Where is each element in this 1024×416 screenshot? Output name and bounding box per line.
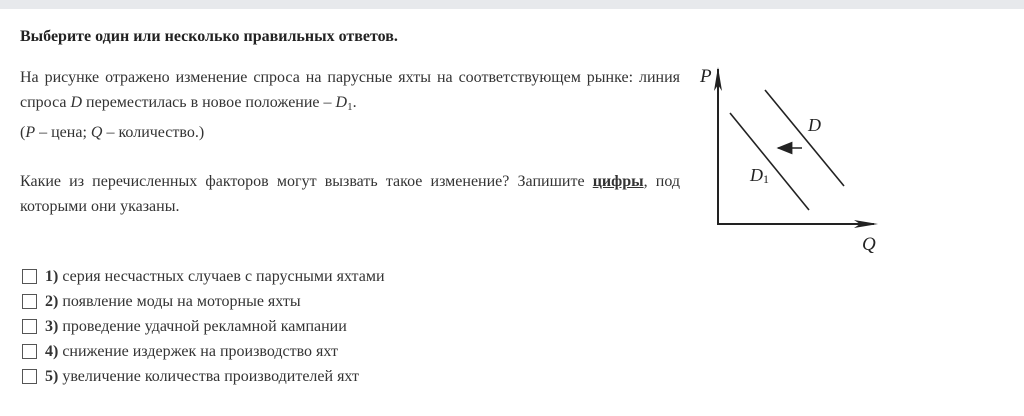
- answer-text-2: появление моды на моторные яхты: [62, 292, 301, 310]
- answer-option-1[interactable]: [22, 264, 385, 289]
- answer-number-2: 2): [45, 292, 59, 310]
- digits-emphasis: цифры: [592, 173, 644, 190]
- top-strip: [0, 0, 1024, 9]
- answer-number-4: 4): [45, 342, 59, 360]
- answer-text-5: увеличение количества производителей яхт: [62, 367, 360, 385]
- answer-text-1: серия несчастных случаев с парусными яхтами: [62, 267, 385, 285]
- d1-line-label: D1: [750, 165, 769, 186]
- answer-number-3: 3): [45, 317, 59, 335]
- d-line-label: D: [808, 115, 821, 135]
- answer-text-4: снижение издержек на производство яхт: [62, 342, 339, 360]
- answer-number-1: 1): [45, 267, 59, 285]
- answer-option-4[interactable]: [22, 339, 385, 364]
- answer-checkbox-2[interactable]: [22, 294, 37, 309]
- answer-option-3[interactable]: [22, 314, 385, 339]
- demand-symbol-d: D: [70, 94, 83, 111]
- answer-options: [22, 264, 385, 389]
- question-text: [20, 65, 680, 219]
- demand-shift-graph: [690, 55, 900, 260]
- answer-option-5[interactable]: [22, 364, 385, 389]
- answer-checkbox-5[interactable]: [22, 369, 37, 384]
- quantity-symbol: Q: [90, 124, 103, 141]
- answer-number-5: 5): [45, 367, 59, 385]
- demand-line-d1: [730, 113, 809, 210]
- answer-option-2[interactable]: [22, 289, 385, 314]
- question-paragraph-1: На рисунке отражено изменение спроса на парусные яхты на соответствующем рынке: линия спроса D переместилась в новое положение – $D_1$.: [20, 69, 680, 113]
- q-axis-label: Q: [862, 234, 876, 255]
- answer-checkbox-4[interactable]: [22, 344, 37, 359]
- demand-symbol-d1: D: [335, 94, 348, 111]
- price-symbol: P: [25, 124, 36, 141]
- answer-checkbox-3[interactable]: [22, 319, 37, 334]
- answer-text-3: проведение удачной рекламной кампании: [62, 317, 347, 335]
- question-paragraph-3: Какие из перечисленных факторов могут вызвать такое изменение? Запишите цифры, под которыми они указаны.: [20, 173, 681, 215]
- question-paragraph-2: (P – цена; Q – количество.): [20, 124, 205, 141]
- p-axis-label: P: [700, 66, 712, 87]
- answer-checkbox-1[interactable]: [22, 269, 37, 284]
- instruction-heading: Выберите один или несколько правильных ответов.: [20, 28, 398, 45]
